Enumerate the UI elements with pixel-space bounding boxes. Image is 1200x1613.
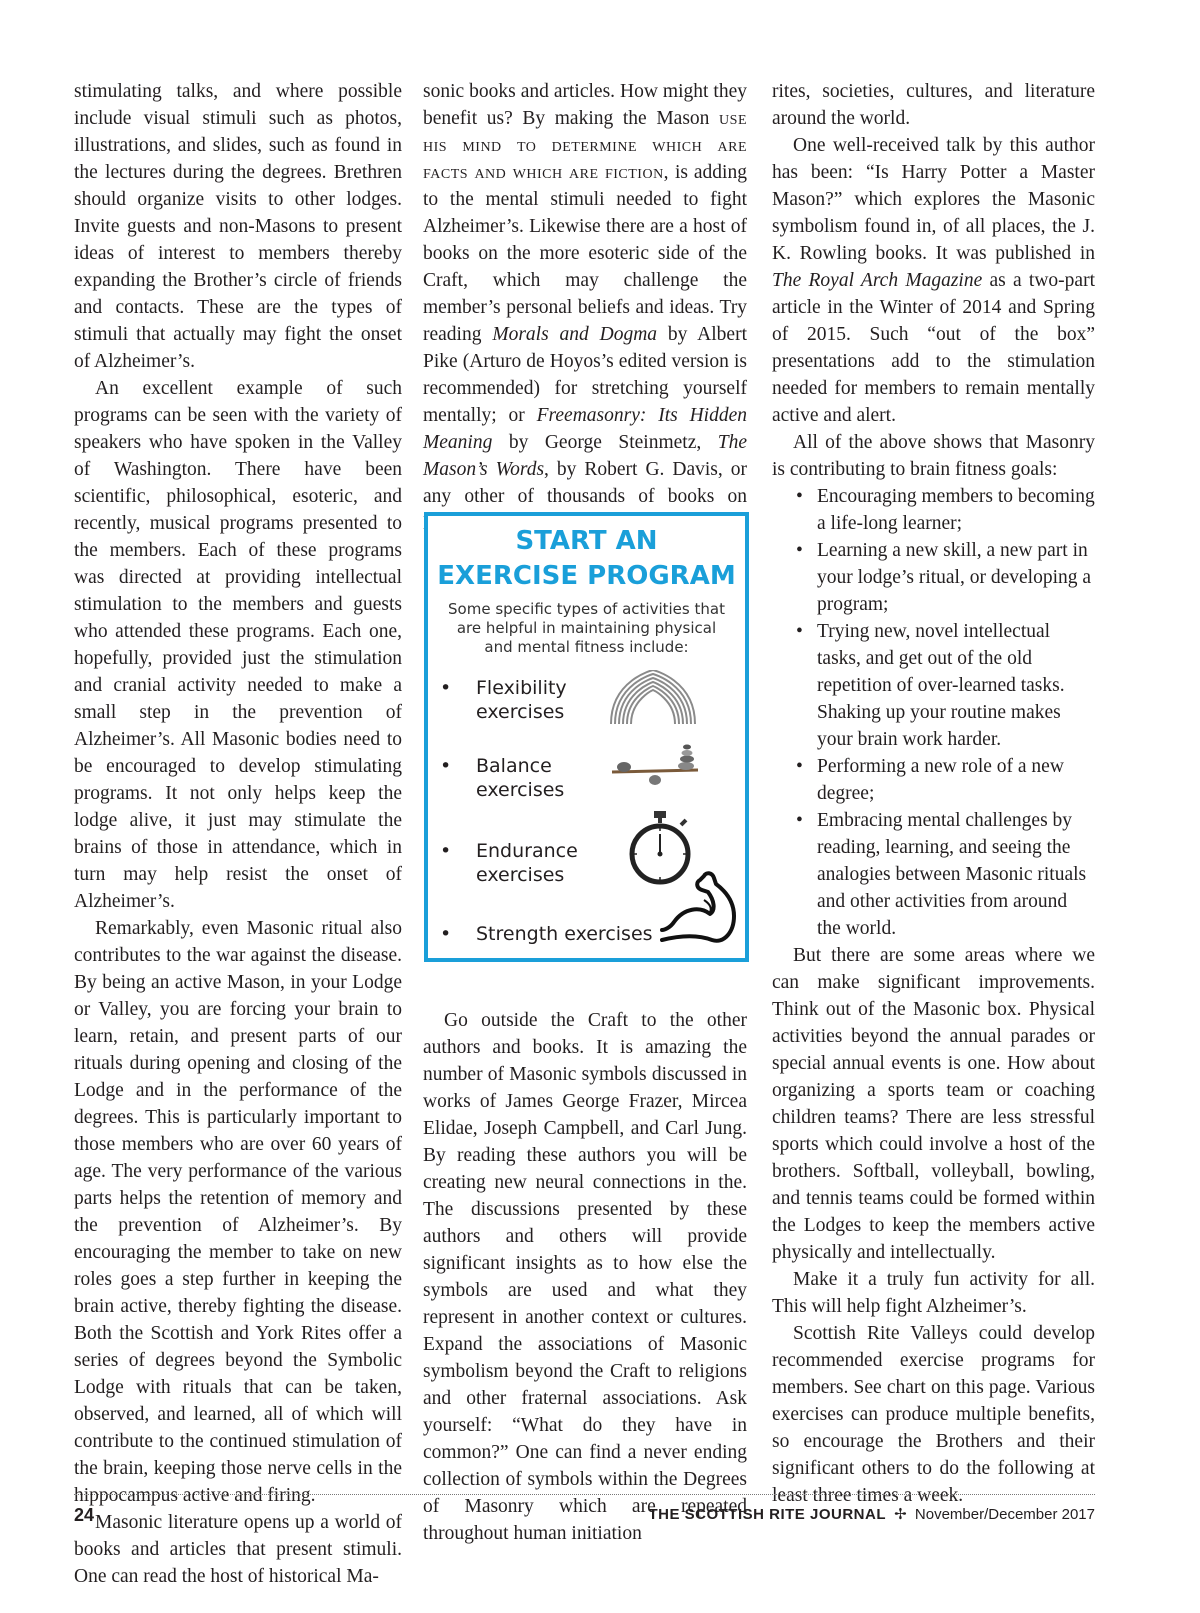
exercise-sidebar-box — [424, 512, 749, 962]
paragraph: All of the above shows that Masonry is contributing to brain fitness goals: — [772, 432, 1095, 480]
paragraph: sonic books and articles. How might they benefit us? By making the Mason use his mind to determine which are facts and which are fiction, is adding to the mental stimuli needed to fight Alzheimer’s. Likewise there are a host of books on the more esoteric side of the Craft, which may challenge the member’s personal beliefs and ideas. Try reading Morals and Dogma by Albert Pike (Arturo de Hoyos’s edited version is recommended) for stretching yourself mentally; or Freemasonry: Its Hidden Meaning by George Steinmetz, The Mason’s Words, by Robert G. Davis, or any other of thousands of books on — [423, 81, 747, 507]
running-footer: THE SCOTTISH RITE JOURNAL ✢ November/December 2017 — [648, 1506, 1095, 1523]
column-1 — [74, 78, 402, 1590]
footer-rule — [74, 1494, 1095, 1495]
list-item: • Performing a new role of a new degree; — [817, 753, 1095, 807]
paragraph: Go outside the Craft to the other authors and books. It is amazing the number of Masonic symbols discussed in works of James George Frazer, Mircea Elidae, Joseph Campbell, and Carl Jung. By reading these authors you will be creating new neural connections in the. The discussions presented by these authors and others will provide significant insights as to how else the symbols are used and what they represent in another context or cultures. Expand the associations of Masonic symbolism beyond the Craft to religions and other fraternal associations. Ask yourself: “What do they have in common?” One can find a never ending collection of symbols within the Degrees of Masonry which are repeated throughout human initiation — [423, 1010, 747, 1544]
column-3 — [772, 78, 1095, 1509]
paragraph: Remarkably, even Masonic ritual also contributes to the war against the disease. By being an active Mason, in your Lodge or Valley, you are forcing your brain to learn, retain, and present parts of our rituals during opening and closing of the Lodge and in the performance of the degrees. This is particularly important to those members who are over 60 years of age. The very performance of the various parts helps the retention of memory and the prevention of Alzheimer’s. By encouraging the member to take on new roles goes a step further in keeping the brain active, thereby fighting the disease. Both the Scottish and York Rites offer a series of degrees beyond the Symbolic Lodge with rituals that can be taken, observed, and learned, all of which will contribute to the continued stimulation of the brain, keeping those nerve cells in the hippocampus active and firing. — [74, 918, 402, 1506]
sidebar-subtitle: Some specific types of activities that are helpful in maintaining physical and mental fitness include: — [448, 600, 725, 656]
exercise-item-strength: • Strength exercises — [440, 922, 740, 952]
flexed-arm-icon — [660, 870, 738, 950]
paragraph: stimulating talks, and where possible include visual stimuli such as photos, illustrations, and slides, such as found in the lectures during the degrees. Brethren should organize visits to other lodges. Invite guests and non-Masons to present ideas of interest to members thereby expanding the Brother’s circle of friends and contacts. These are the types of stimuli that actually may fight the onset of Alzheimer’s. — [74, 81, 402, 372]
paragraph: Scottish Rite Valleys could develop recommended exercise programs for members. See chart on this page. Various exercises can produce multiple benefits, so encourage the Brothers and their significant others to do the following at least three times a week. — [772, 1323, 1095, 1506]
exercise-item-balance: • Balance exercises — [440, 754, 740, 814]
bullet-list — [772, 483, 1095, 942]
list-item: • Trying new, novel intellectual tasks, and get out of the old repetition of over-learned tasks. Shaking up your routine makes your brain work harder. — [817, 618, 1095, 753]
sidebar-title: START AN EXERCISE PROGRAM — [437, 526, 736, 591]
slinky-icon — [605, 670, 700, 726]
paragraph: Make it a truly fun activity for all. This will help fight Alzheimer’s. — [772, 1269, 1095, 1317]
list-item: • Encouraging members to becoming a life-long learner; — [817, 483, 1095, 537]
exercise-item-endurance: • Endurance exercises — [440, 839, 740, 899]
page-number: 24 — [74, 1505, 95, 1525]
list-item: • Embracing mental challenges by reading, learning, and seeing the analogies between Masonic rituals and other activities from around the world. — [817, 807, 1095, 942]
paragraph: An excellent example of such programs can be seen with the variety of speakers who have spoken in the Valley of Washington. There have been scientific, philosophical, esoteric, and recently, musical programs presented to the members. Each of these programs was directed at providing intellectual stimulation to the members and guests who attended these programs. Each one, hopefully, provided just the stimulation and cranial activity needed to make a small step in the prevention of Alzheimer’s. All Masonic bodies need to be encouraged to develop stimulating programs. It not only helps keep the lodge alive, it just may stimulate the brains of those in attendance, which in turn may help resist the onset of Alzheimer’s. — [74, 378, 402, 912]
list-item: • Learning a new skill, a new part in your lodge’s ritual, or developing a program; — [817, 537, 1095, 618]
balance-stones-icon — [610, 742, 700, 786]
exercise-item-flexibility: • Flexibility exercises — [440, 676, 740, 736]
paragraph: Masonic literature opens up a world of books and articles that present stimuli. One can read the host of historical Ma- — [74, 1512, 402, 1587]
paragraph: rites, societies, cultures, and literature around the world. — [772, 81, 1095, 129]
paragraph: But there are some areas where we can make significant improvements. Think out of the Masonic box. Physical activities beyond the annual parades or special annual events is one. How about organizing a sports team or coaching children teams? There are less stressful sports which could involve a host of the brothers. Softball, volleyball, bowling, and tennis teams could be formed within the Lodges to keep the members active physically and intellectually. — [772, 945, 1095, 1263]
paragraph: One well-received talk by this author has been: “Is Harry Potter a Master Mason?” which explores the Masonic symbolism found in, of all places, the J. K. Rowling books. It was published in The Royal Arch Magazine as a two-part article in the Winter of 2014 and Spring of 2015. Such “out of the box” presentations add to the stimulation needed for members to remain mentally active and alert. — [772, 135, 1095, 426]
